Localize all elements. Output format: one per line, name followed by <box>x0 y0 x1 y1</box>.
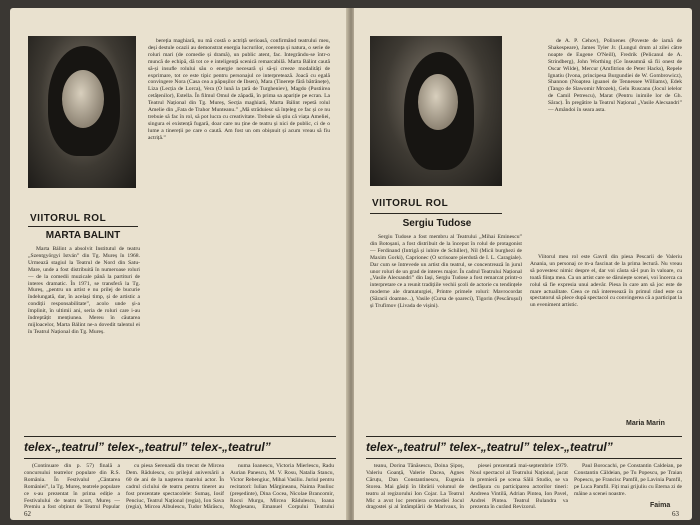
right-page <box>354 8 692 520</box>
subject-name: MARTA BALINT <box>45 230 121 241</box>
article-column-1: de A. P. Cehov), Polixenes (Poveste de iarnă de Shakespeare), James Tyler Jr. (Lungul drum al zilei către noapte de Eugene O'Neill), Fredrik (Pelicanul de A. Strindberg), John Worthing (Ce înseamnă să fii onest de Oscar Wilde), Mercur (Amfitrion de Peter Hacks), Repele Ignatiu (Ivona, principesa Burgundiei de W. Gombrowicz), Shannon (Noaptea iguanei de Tennessee Williams), Edek (Tango de Slawomir Mrozek), Gelu Ruscanu (Jocul ielelor de Camil Petrescu), Marat (Pentru inimile lor de Gh. Sărac). În pregătire la Teatrul Național „Vasile Alecsandri” — Amândoi în seara asta. <box>548 38 682 114</box>
news-column-3: Paul Borocachi, pe Constantin Caldeian, pe Constantin Căldeian, pe Tu Popescu, pe Traian Popescu, pe Francisc Pamfil, pe Lavinia Pamfil, pe Luca Pamfil. Fiți mai grijuliu cu Eterna zi de mâine a scenei noastre. <box>574 463 682 497</box>
news-column-3: numa Ioanescu, Victoria Mierlescu, Radu Aurian Panescu, M. V. Rosu, Natalia Stancu, Victor Rebengiuc, Mihai Vasiliu. Juriul pentru recitatori: Iulian Mărgineanu, Naima Pauliuc (președinte), Dina Cocea, Nicolae Brancomir, Rocsi Murgu, Mircea Rădulescu, Ioana Moglesanu, Emanuel Corpului Teatrului <box>230 463 334 511</box>
magazine-spread <box>10 8 692 520</box>
news-column-2: cu piesa Serenadă din trecut de Mircea Dem. Rădulescu, cu prilejul aniversării a 60 de ani de la nașterea marelui actor. În cadrul ciclului de teatru pentru tineret au fost prezentate spectacolele: Sumaș, Iosif Penciuc, Teatrul Național (regia), Ion Sava (regia), Mircea Albulescu, Tudor Mărăscu, <box>126 463 224 511</box>
news-column-2: piesei prezentată mai-septembrie 1979. Noul spectacol al Teatrului Național, jucat în premieră pe scena Sălii Studio, se va desfășura cu participarea actorilor tineri: Andreea Vintilă, Adrian Pintea, Ion Pavel, Andrei Pintea. Teatrul Bulandra va prezenta în curând Revizorul. <box>470 463 568 511</box>
portrait-marta-balint <box>28 36 136 188</box>
article-column-1: Marta Bálint a absolvit Institutul de teatru „Szentgyörgyi István” din Tg. Mureș în 1968. Urmează stagiul la Teatrul de Nord din Satu-Mare, unde a fost distribuită în numeroase roluri — de la comedii muzicale până la partituri de interes dramatic. În 1971, se transferă la Tg. Mureș, „pentru un artist e nu prilej de bucurie îndelungată, dar, în același timp, și de artistic a condiții responsabilitate”, acolo unde și-a împlinit, în ultimii ani, seria de roluri care i-au îndreptățit mențiunea. Mereu în căutarea mijloacelor, Marta Bálint ne-a dovedit talentul ei în Teatrul Național din Tg. Mureș. <box>28 246 140 335</box>
page-number-right: 63 <box>672 510 679 518</box>
article-column-3: Viitorul meu rol este Gavril din piesa Pescarii de Valeriu Anania, un personaj ce m-a fascinat de la prima lectură. Nu vreau să povestesc nimic despre el, dar voi căuta să-l pun în valoare, cu toată ființa mea. Ca un artist care se dăruiește scenei, voi încerca ca rolul să fie expresia unui adevăr. Piesa în care am să joc este de mare actualitate. Ceea ce mă interesează în primul rând este ca spectatorul să plece după spectacol cu convingerea că a participat la un eveniment artistic. <box>530 254 682 309</box>
telex-banner-left: telex-„teatrul” telex-„teatrul” telex-„teatrul” <box>24 440 271 454</box>
left-page <box>10 8 348 520</box>
news-column-1: teanu, Dorina Tănăsescu, Doina Șipoș, Valeriu Goanță, Valerie Dacea, Agnes Căruțu, Dan Constantinescu, Eugenia Storea. Mai găsiți în librării volumul de teatru al regizorului Ion Cojar. La Teatrul Mic a avut loc premiera comediei Jocul dragostei și al întâmplării de Marivaux, în <box>366 463 464 511</box>
section-title: VIITORUL ROL <box>30 213 107 224</box>
author-signature-2: Faima <box>650 502 671 509</box>
article-column-2: Sergiu Tudose a fost membru al Teatrului „Mihai Eminescu” din Botoșani, a fost distribuit de la început în rolul de protagonist — Ferdinand (Intrigă și iubire de Schiller), Nil (Micii burghezi de Maxim Gorki), Caprionec (O scrisoare pierdută de I. L. Caragiale). Dar cum se întrevede un artist din teatrul, se concentrează în jurul unor roluri de un grad de interes major. În cadrul Teatrului Național „Vasile Alecsandri” din Iași, Sergiu Tudose a fost remarcat printr-o interpretare ce a reunit tradițiile vechii școli de actorie cu tendințele moderne ale dramaturgiei, Printre primele roluri: Mavrocordat (Săracii doamne...), Vasile (Cursa de șoareci), Tigorin (Pescărușul) și Trufimov (Livada de vișini). <box>370 234 522 310</box>
author-signature: Maria Marin <box>626 420 665 427</box>
section-title: VIITORUL ROL <box>372 198 449 209</box>
portrait-sergiu-tudose <box>370 36 502 186</box>
subject-name: Sergiu Tudose <box>402 218 472 229</box>
news-column-1: (Continuare din p. 57) finală a concursului teatrelor populare din R.S. România. În Festivalul „Cântarea României”, la Tg. Mureș, teatrele populare ce s-au prezentat în prima ediție a Festivalului de teatru scurt, Mureș — Premiu a fost obținut de Teatrul Popular <box>24 463 120 511</box>
article-column-2: bereția maghiară, nu mă costă o actriță serioasă, confirmând teatrului meu, deși destule ocazii au demonstrat energia lucrurilor, coerența și natura, o serie de roluri mari (de comedie și dramă), un public atent, fac. Integrându-se într-o muncă de echipă, dă tot ce e inteligență scenică remarcabilă. Marta Bálint caută să-și insuﬂe rolului său o energie necesară și să-și creeze modalități de exprimare, tot ce este tipic pentru personajul ce interpretează. Joacă cu egală convingere Nora (Casa cea a păpușilor de Ibsen), Mara (Tinerețe fără bătrânețe), Liza (Lecția de Lorca), Vera (O lună la țară de Turgheniev), Magdo (Pustiirea cetățenilor), Estella. În filmul Omul de zăpadă, în prima sa apariție pe ecran. La Teatrul Național din Tg. Mureș, Secția maghiară, Marta Bálint repetă rolul Amelie din „Fata de Trahor Munteanu.” „Mă străduiesc să înțeleg ce fac și ce nu trebuie să fac în rol, să pot lucra cu creativitate. Trebuie să știu că viața Ameliei, singura ei existență fugară, doar care nu ține de teatru și nici de public, ci de o lume a tinereții pe care o caută. Am fost un om obișnuit și acum vreau să fiu actriță.” <box>148 38 330 141</box>
page-number-left: 62 <box>24 510 31 518</box>
telex-banner-right: telex-„teatrul” telex-„teatrul” telex-„teatrul” <box>366 440 613 454</box>
